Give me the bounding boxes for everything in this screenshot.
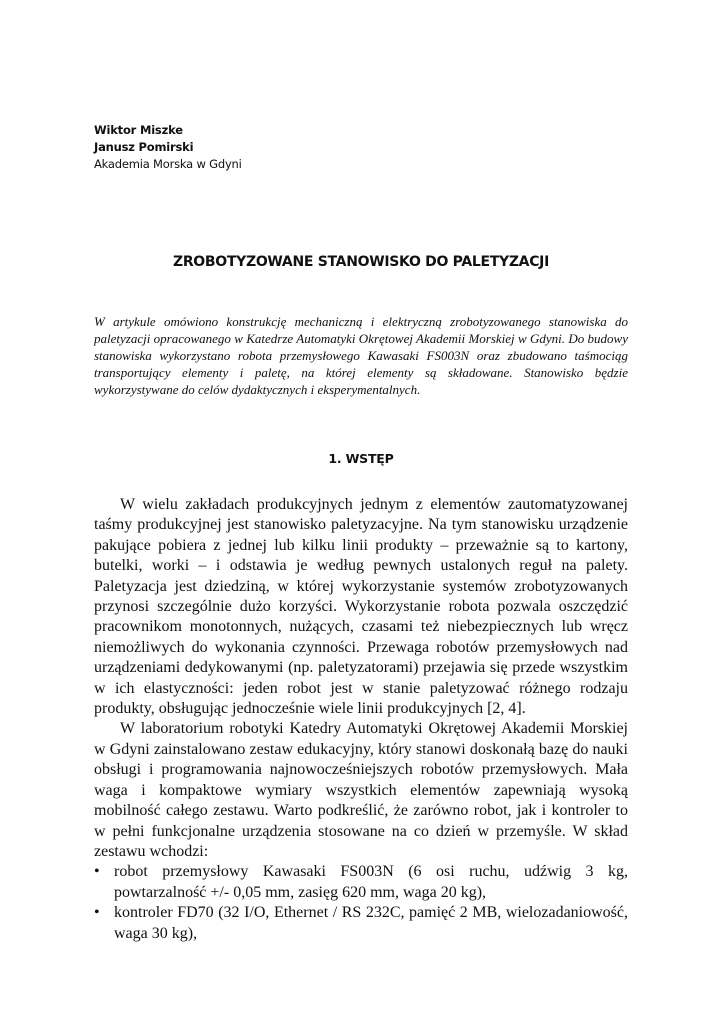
body-paragraph: W laboratorium robotyki Katedry Automatyki Okrętowej Akademii Morskiej w Gdyni zainstalowano zestaw edukacyjny, który stanowi doskonałą bazę do nauki obsługi i programowania najnowocześniejszych robotów przemysłowych. Mała waga i kompaktowe wymiary wszystkich elementów zapewniają wysoką mobilność całego zestawu. Warto podkreślić, że zarówno robot, jak i kontroler to w pełni funkcjonalne urządzenia stosowane na co dzień w przemyśle. W skład zestawu wchodzi: [94, 720, 628, 860]
bullet-icon: • [94, 863, 100, 881]
section-body [94, 495, 628, 944]
component-list [94, 862, 628, 944]
author-block [94, 122, 242, 173]
author-name: Janusz Pomirski [94, 140, 194, 154]
paper-title: ZROBOTYZOWANE STANOWISKO DO PALETYZACJI [172, 254, 550, 270]
body-paragraph: W wielu zakładach produkcyjnych jednym z elementów zautomatyzowanej taśmy produkcyjnej jest stanowisko paletyzacyjne. Na tym stanowisku urządzenie pakujące pobiera z jednej lub kilku linii produkty – przeważnie są to kartony, butelki, worki – i odstawia je według pewnych ustalonych reguł na palety. Paletyzacja jest dziedziną, w której wykorzystanie systemów zrobotyzowanych przynosi szczególnie dużo korzyści. Wykorzystanie robota pozwala oszczędzić pracownikom monotonnych, nużących, czasami też niebezpiecznych lub wręcz niemożliwych do wykonania czynności. Przewaga robotów przemysłowych nad urządzeniami dedykowanymi (np. paletyzatorami) przejawia się przede wszystkim w ich elastyczności: jeden robot jest w stanie paletyzować różnego rodzaju produkty, obsługując jednocześnie wiele linii produkcyjnych [2, 4]. [94, 496, 628, 718]
list-item [94, 903, 628, 944]
abstract: W artykule omówiono konstrukcję mechaniczną i elektryczną zrobotyzowanego stanowiska do paletyzacji opracowanego w Katedrze Automatyki Okrętowej Akademii Morskiej w Gdyni. Do budowy stanowiska wykorzystano robota przemysłowego Kawasaki FS003N oraz zbudowano taśmociąg transportujący elementy i paletę, na której elementy są składowane. Stanowisko będzie wykorzystywane do celów dydaktycznych i eksperymentalnych. [94, 314, 628, 397]
author-name: Wiktor Miszke [94, 123, 183, 137]
list-item-text: robot przemysłowy Kawasaki FS003N (6 osi ruchu, udźwig 3 kg, powtarzalność +/- 0,05 mm, zasięg 620 mm, waga 20 kg), [114, 863, 628, 901]
author-affiliation: Akademia Morska w Gdyni [94, 157, 242, 171]
bullet-icon: • [94, 904, 100, 922]
list-item [94, 862, 628, 903]
list-item-text: kontroler FD70 (32 I/O, Ethernet / RS 232C, pamięć 2 MB, wielozadaniowość, waga 30 kg), [114, 904, 628, 942]
section-heading: 1. WSTĘP [328, 451, 394, 466]
